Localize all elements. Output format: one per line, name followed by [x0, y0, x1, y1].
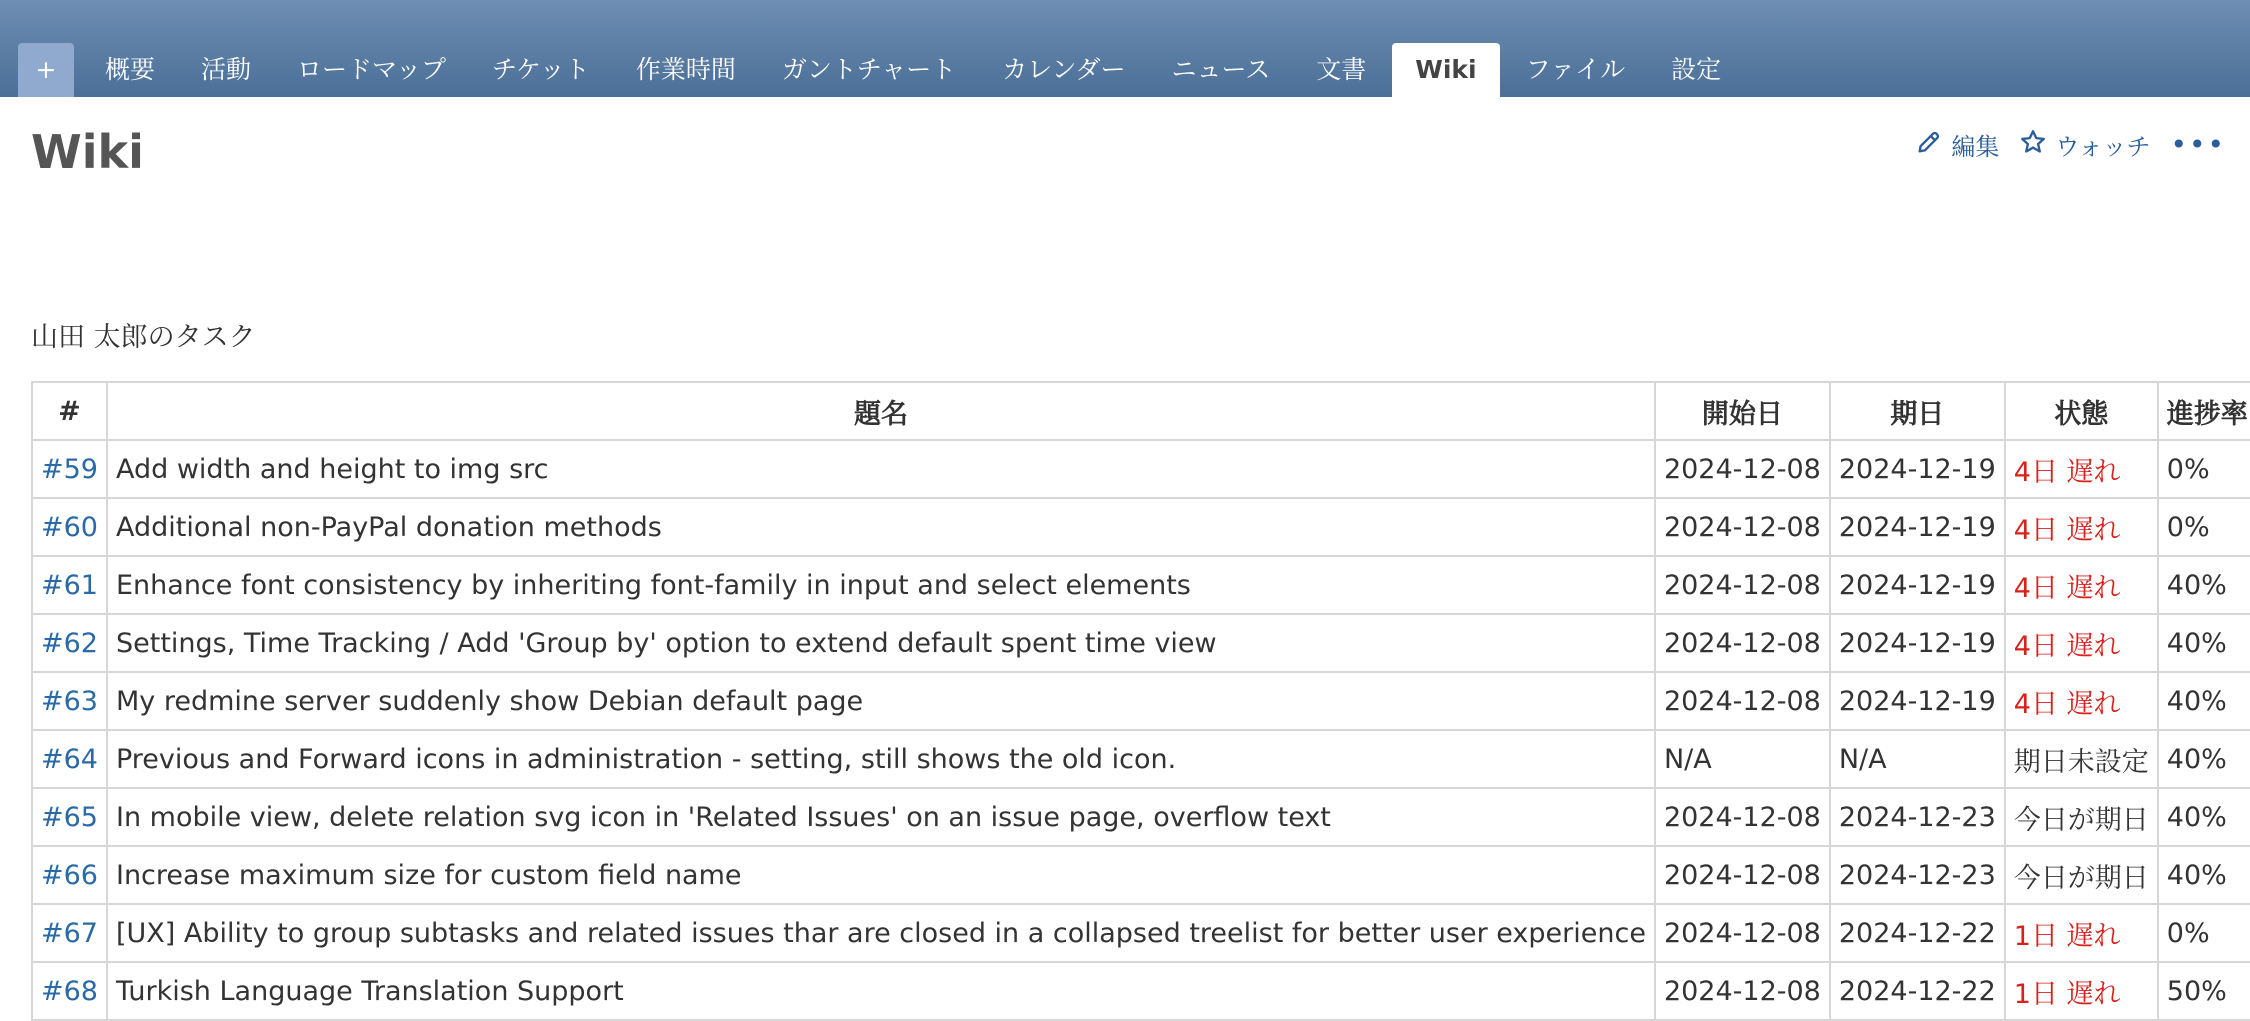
star-icon [2019, 128, 2047, 162]
issue-due-date: 2024-12-22 [1830, 904, 2005, 962]
issue-status: 1日 遅れ [2005, 904, 2158, 962]
table-row [32, 962, 2250, 1020]
issue-status: 4日 遅れ [2005, 556, 2158, 614]
tab-activity[interactable]: 活動 [201, 55, 252, 84]
issues-table [31, 381, 2250, 1021]
table-row [32, 614, 2250, 672]
wiki-subtitle: 山田 太郎のタスク [31, 322, 256, 353]
issue-due-date: 2024-12-23 [1830, 846, 2005, 904]
issue-subject: Additional non-PayPal donation methods [107, 498, 1655, 556]
table-row [32, 788, 2250, 846]
issue-subject: Enhance font consistency by inheriting font-family in input and select elements [107, 556, 1655, 614]
table-row [32, 672, 2250, 730]
issue-id-link[interactable]: #63 [32, 672, 107, 730]
issue-id-link[interactable]: #59 [32, 440, 107, 498]
issue-subject: In mobile view, delete relation svg icon in 'Related Issues' on an issue page, overflow text [107, 788, 1655, 846]
table-row [32, 498, 2250, 556]
table-row [32, 904, 2250, 962]
issue-start-date: 2024-12-08 [1655, 788, 1830, 846]
issue-progress: 0% [2158, 904, 2250, 962]
issue-progress: 40% [2158, 730, 2250, 788]
watch-button[interactable] [2019, 127, 2150, 162]
issue-due-date: 2024-12-19 [1830, 498, 2005, 556]
issue-id-link[interactable]: #67 [32, 904, 107, 962]
project-header [0, 0, 2250, 97]
issue-subject: Add width and height to img src [107, 440, 1655, 498]
issue-subject: My redmine server suddenly show Debian default page [107, 672, 1655, 730]
issue-status: 4日 遅れ [2005, 672, 2158, 730]
issue-status: 今日が期日 [2005, 788, 2158, 846]
issue-id-link[interactable]: #64 [32, 730, 107, 788]
column-header-due-date[interactable]: 期日 [1830, 382, 2005, 440]
issue-due-date: N/A [1830, 730, 2005, 788]
tab-issues[interactable]: チケット [492, 55, 590, 84]
issue-subject: Increase maximum size for custom field name [107, 846, 1655, 904]
tab-settings[interactable]: 設定 [1671, 55, 1722, 84]
issue-start-date: 2024-12-08 [1655, 962, 1830, 1020]
table-row [32, 556, 2250, 614]
issue-progress: 40% [2158, 614, 2250, 672]
issue-due-date: 2024-12-19 [1830, 556, 2005, 614]
project-menu [18, 43, 1744, 97]
column-header-status[interactable]: 状態 [2005, 382, 2158, 440]
issue-subject: Previous and Forward icons in administration - setting, still shows the old icon. [107, 730, 1655, 788]
issue-id-link[interactable]: #62 [32, 614, 107, 672]
column-header-start-date[interactable]: 開始日 [1655, 382, 1830, 440]
issue-due-date: 2024-12-19 [1830, 440, 2005, 498]
issue-progress: 0% [2158, 440, 2250, 498]
watch-label: ウォッチ [2055, 133, 2151, 161]
tab-wiki[interactable]: Wiki [1392, 43, 1499, 97]
table-row [32, 440, 2250, 498]
page-title: Wiki [31, 125, 144, 179]
column-header-subject[interactable]: 題名 [107, 382, 1655, 440]
issue-status: 1日 遅れ [2005, 962, 2158, 1020]
issue-status: 今日が期日 [2005, 846, 2158, 904]
tab-files[interactable]: ファイル [1525, 55, 1626, 84]
table-row [32, 846, 2250, 904]
issue-start-date: 2024-12-08 [1655, 904, 1830, 962]
issue-id-link[interactable]: #65 [32, 788, 107, 846]
issue-progress: 50% [2158, 962, 2250, 1020]
issue-progress: 0% [2158, 498, 2250, 556]
issue-start-date: 2024-12-08 [1655, 556, 1830, 614]
issue-progress: 40% [2158, 672, 2250, 730]
issue-status: 4日 遅れ [2005, 498, 2158, 556]
tab-news[interactable]: ニュース [1171, 55, 1271, 84]
tab-overview[interactable]: 概要 [105, 55, 156, 84]
tab-roadmap[interactable]: ロードマップ [297, 55, 447, 84]
issue-progress: 40% [2158, 846, 2250, 904]
tab-documents[interactable]: 文書 [1316, 55, 1367, 84]
issue-due-date: 2024-12-19 [1830, 614, 2005, 672]
column-header-progress[interactable]: 進捗率 [2158, 382, 2250, 440]
tab-calendar[interactable]: カレンダー [1002, 55, 1126, 84]
issue-id-link[interactable]: #68 [32, 962, 107, 1020]
new-object-button[interactable]: + [18, 43, 74, 97]
issue-status: 4日 遅れ [2005, 614, 2158, 672]
pencil-icon [1915, 128, 1943, 162]
issue-subject: Turkish Language Translation Support [107, 962, 1655, 1020]
issue-due-date: 2024-12-23 [1830, 788, 2005, 846]
tab-gantt[interactable]: ガントチャート [781, 55, 957, 84]
issue-subject: Settings, Time Tracking / Add 'Group by' option to extend default spent time view [107, 614, 1655, 672]
issue-start-date: 2024-12-08 [1655, 846, 1830, 904]
issue-start-date: 2024-12-08 [1655, 614, 1830, 672]
edit-label: 編集 [1951, 133, 2000, 161]
issue-start-date: N/A [1655, 730, 1830, 788]
issue-progress: 40% [2158, 556, 2250, 614]
issue-due-date: 2024-12-19 [1830, 672, 2005, 730]
issue-start-date: 2024-12-08 [1655, 498, 1830, 556]
table-row [32, 730, 2250, 788]
table-header-row [32, 382, 2250, 440]
issue-id-link[interactable]: #61 [32, 556, 107, 614]
edit-button[interactable] [1915, 127, 1999, 162]
issue-progress: 40% [2158, 788, 2250, 846]
issue-id-link[interactable]: #60 [32, 498, 107, 556]
issue-start-date: 2024-12-08 [1655, 440, 1830, 498]
more-icon[interactable]: ••• [2170, 128, 2226, 161]
issue-status: 4日 遅れ [2005, 440, 2158, 498]
contextual-actions [1915, 127, 2226, 162]
issue-status: 期日未設定 [2005, 730, 2158, 788]
issue-id-link[interactable]: #66 [32, 846, 107, 904]
column-header-id[interactable]: # [32, 382, 107, 440]
issue-subject: [UX] Ability to group subtasks and related issues thar are closed in a collapsed treelist for better user experience [107, 904, 1655, 962]
issue-start-date: 2024-12-08 [1655, 672, 1830, 730]
issue-due-date: 2024-12-22 [1830, 962, 2005, 1020]
tab-time-entries[interactable]: 作業時間 [635, 55, 736, 84]
